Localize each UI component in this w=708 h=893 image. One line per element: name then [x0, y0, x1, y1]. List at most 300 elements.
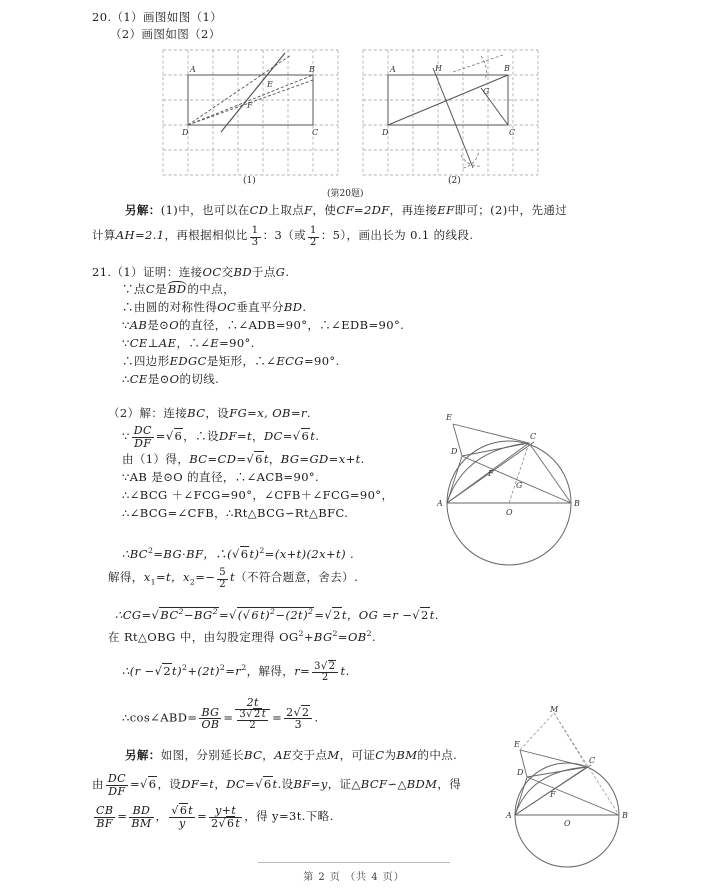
p2l7-tail: （不符合题意，舍去）.	[235, 570, 359, 584]
p2-intro-c: .	[306, 406, 311, 420]
figure-20-1	[163, 50, 338, 175]
sqrt-2-e-val: 2	[253, 708, 261, 720]
problem-20-number: 20.	[92, 10, 112, 24]
p2l7-num: 5	[219, 567, 227, 578]
sqrt-2-b-val: 2	[420, 607, 429, 622]
p21-alt-m: M	[327, 748, 340, 762]
label-f: F	[247, 101, 253, 110]
p2l6-a: ∴BC	[122, 546, 148, 561]
sqrt-6-a: √6	[165, 428, 183, 443]
circle1-label-b: B	[574, 499, 580, 508]
step5-m1: EDGC	[169, 354, 207, 368]
dashed-oc-cb	[509, 443, 571, 503]
p21-part2-line-2	[122, 452, 365, 467]
p2l10-e: ，解得，	[246, 663, 295, 678]
sqrt-2-d-val: 2	[328, 660, 336, 672]
problem-21-part1-intro	[92, 265, 289, 280]
circle2-label-d: D	[517, 768, 524, 777]
p21-bd: BD	[233, 265, 252, 279]
p2l10-t: t.	[340, 663, 350, 678]
p2l6-sup2: 2	[259, 546, 265, 555]
problem-20-number-line	[92, 10, 222, 25]
chords	[515, 750, 619, 815]
sqrt-6-b: √6	[292, 428, 310, 443]
p2l2-t: t	[263, 452, 269, 466]
figure-21-circle-2	[492, 705, 652, 885]
p21-step-3	[122, 318, 404, 333]
step4-sym: ∵	[122, 336, 130, 350]
p2l11-eq1: =	[223, 710, 234, 725]
p21alt-by: 由	[92, 776, 104, 791]
p21-intro-b: 交	[221, 265, 234, 279]
frac-bg-ob	[199, 707, 221, 731]
alt-sqrt-6-a: √6	[140, 776, 157, 791]
alt-f1-den: BF	[94, 817, 115, 830]
problem-20-line-2: （2）画图如图（2）	[110, 27, 221, 41]
circle2-label-e: E	[514, 740, 520, 749]
sqrt-6-d-val: 6	[240, 546, 249, 561]
figure-20-2	[363, 50, 538, 175]
label-d: D	[182, 128, 189, 137]
p2l1-dc: DC=	[263, 428, 293, 443]
alt-sqrt6b-val: 6	[263, 776, 272, 791]
alt-sim: ∽△	[387, 776, 407, 791]
footer-rule	[258, 862, 450, 863]
figure-20-group-caption: (第20题)	[327, 189, 364, 199]
circle2-label-f: F	[550, 790, 556, 799]
step2-m2: BD	[283, 300, 303, 314]
alt-seg-ef: EF	[437, 203, 455, 217]
p2l2-a: 由（1）得，	[122, 452, 190, 466]
p21-alt-mid: 交于点	[291, 748, 328, 762]
p2l7-x1: x	[143, 570, 151, 584]
p21-alt-ae: AE	[274, 748, 292, 762]
p2l8-r2-minus: −(2t)	[275, 607, 308, 622]
sqrt-2-d: √2	[320, 660, 336, 672]
sqrt-2-f: √2	[293, 705, 310, 719]
step2-tail: .	[302, 300, 307, 314]
p2l1-df: DF=t	[218, 428, 253, 443]
label-b: B	[504, 64, 510, 73]
step2-m1: OC	[217, 300, 237, 314]
p2-fg: FG=x, OB=r	[229, 406, 307, 420]
circle2-label-c: C	[589, 756, 596, 765]
alt-f3-num-t: t	[188, 804, 194, 817]
alt-df: DF=t	[181, 776, 215, 791]
p2l8-rad-minus: −BG	[183, 607, 213, 622]
circle1-label-d: D	[451, 447, 458, 456]
p2l1-tail: ，∴设	[183, 428, 219, 443]
alt-bf: BF=y	[293, 776, 328, 791]
p21-part2-line-3: ∵AB 是⊙O 的直径，∴∠ACB=90°.	[122, 470, 320, 484]
circle1-label-a: A	[437, 499, 443, 508]
p21-step-2	[122, 300, 306, 315]
p2l9-sup3: 2	[366, 629, 373, 638]
p2-intro-b: ，设	[205, 406, 230, 420]
alt-line2-c: ，画出长为 0.1 的线段.	[346, 228, 474, 242]
ratio-one-third	[250, 226, 261, 248]
p2l10-r: r=	[294, 663, 311, 678]
construction-dashed	[188, 55, 313, 125]
p2l8-r2-sup2: 2	[307, 607, 314, 616]
p21-g: G	[275, 265, 286, 279]
circle2-label-a: A	[506, 811, 512, 820]
alt-text-c: ，使	[312, 203, 337, 217]
p21-part2-line-10	[122, 660, 350, 684]
p21-intro-c: 于点	[251, 265, 276, 279]
step4-m2: E	[210, 336, 220, 350]
circle2-label-b: B	[622, 811, 628, 820]
sqrt-6-c: √6	[246, 452, 263, 466]
p2l8-r2-sup: 2	[270, 607, 276, 616]
inner-sqrt6: √6	[242, 607, 260, 622]
p2l6-b: =BG·BF，∴(	[153, 546, 233, 561]
p2l1-comma: ，	[252, 428, 264, 443]
ratio2-tail: ：5）	[320, 228, 347, 242]
ratio1-den: 3	[251, 236, 259, 248]
alt-point-f: F	[304, 203, 313, 217]
p2l11-f1-den: OB	[201, 718, 220, 732]
p21-alt-solution-line-2	[92, 773, 461, 797]
dashed-extensions	[520, 713, 619, 815]
p21-part2-line-4: ∴∠BCG ＋∠FCG=90°，∠CFB＋∠FCG=90°，	[122, 488, 394, 502]
step5-m2: ECG	[276, 354, 304, 368]
p21-part2-line-8	[115, 604, 439, 623]
p2l8-og-t: t.	[429, 607, 439, 622]
p2l7-eq2: =−	[195, 570, 216, 584]
p2l1-t: t	[310, 428, 316, 443]
alt-c3: ，证△	[327, 776, 361, 791]
label-a: A	[190, 65, 196, 74]
problem-20-alt-solution-line-1	[125, 203, 567, 218]
alt-sqrt-6-b: √6	[255, 776, 272, 791]
p21-intro: （1）证明：连接	[111, 265, 203, 279]
step1-m1: C	[145, 282, 156, 296]
p2l7-t: t	[230, 570, 236, 584]
alt-text-a: (1)中，也可以在	[160, 203, 250, 217]
alt-eq-cf: CF=2DF	[336, 203, 390, 217]
step3-sym: ∵	[122, 318, 130, 332]
alt-comma: ，设	[157, 776, 182, 791]
p2l10-d: =r	[225, 663, 242, 678]
figure-21-circle-1	[424, 398, 599, 578]
sqrt-2-c: √2	[154, 663, 172, 678]
alt-solution-label: 另解：	[125, 203, 161, 217]
p2l1-eq: =	[155, 428, 166, 443]
line-through-h	[433, 68, 473, 168]
sqrt-2-a: √2	[324, 607, 341, 622]
sqrt-expanded: $√(√6t)^2-(2t)^2$	[229, 607, 314, 622]
alt-f4-den-t: t	[235, 816, 241, 830]
sqrt-6-c-val: 6	[255, 452, 263, 466]
p21-alt-solution-line-3	[92, 805, 334, 829]
step5-tail: =90°.	[303, 354, 340, 368]
alt-eq2: =	[197, 808, 208, 823]
p2l10-sup3: 2	[241, 663, 247, 672]
p2l7-sub2: 2	[189, 577, 196, 587]
p2l11-f2-den-t: t	[261, 708, 267, 720]
ratio1-tail: ：3	[262, 228, 283, 242]
alt-l3-tail: ，得 y=3t.下略.	[244, 808, 334, 823]
alt-f2-den: BM	[131, 816, 152, 830]
p21-step-1	[122, 282, 235, 297]
sqrt-2-a-val: 2	[333, 607, 341, 622]
p2l7-x2: x	[182, 570, 190, 584]
circle1-label-o: O	[506, 508, 513, 517]
step4-m1: CE⊥AE	[129, 336, 177, 350]
p2l11-f3-num-a: 2	[286, 705, 294, 719]
problem-21-number: 21.	[92, 265, 112, 279]
step1-sym: ∵	[122, 282, 134, 296]
p2l11-f3-den: 3	[284, 718, 312, 731]
alt-text-e: 即可；(2)中，先通过	[454, 203, 568, 217]
p2l9-sup: 2	[298, 629, 304, 638]
alt-seg-cd: CD	[249, 203, 269, 217]
p2l1-sym: ∵	[122, 428, 130, 443]
step1-mid: 是	[155, 282, 167, 296]
p2l9-d: .	[372, 629, 377, 644]
step1-post: 的中点，	[187, 282, 236, 296]
alt-f3-den: y	[169, 817, 195, 830]
step4-mid: ，∴∠	[176, 336, 211, 350]
p2-intro: （2）解：连接	[108, 406, 188, 420]
alt-f-num: DC	[107, 772, 126, 785]
label-g: G	[483, 87, 490, 96]
construction-dashed	[453, 55, 503, 168]
ratio2-den: 2	[310, 236, 317, 248]
p21-intro-d: .	[285, 265, 290, 279]
alt-sqrt-6-c: √6	[171, 804, 188, 817]
p2l8-res: =	[314, 607, 325, 622]
circle2-label-m: M	[550, 705, 559, 714]
p21-oc: OC	[202, 265, 222, 279]
sqrt-6-b-val: 6	[301, 428, 310, 443]
label-d: D	[382, 128, 389, 137]
alt-frac-cb-bf	[94, 805, 115, 829]
sqrt-2-e: √2	[246, 708, 261, 720]
sqrt-2-c-val: 2	[163, 663, 172, 678]
step6-tail: 的切线.	[179, 372, 220, 386]
alt-text-b: 上取点	[268, 203, 305, 217]
sqrt-2-b: √2	[412, 607, 429, 622]
step2-sym: ∴	[122, 300, 134, 314]
p21-part2-line-11	[122, 697, 318, 732]
p21-step-5	[122, 354, 340, 369]
alt-get: ，得	[437, 776, 462, 791]
problem-20-alt-solution-line-2	[92, 226, 473, 248]
p2l7-sub1: 1	[150, 577, 156, 587]
alt-set: .设	[277, 776, 294, 791]
step6-mid: 是⊙	[147, 372, 170, 386]
sqrt-bc2-bg2: $√BC^2-BG^2$	[151, 607, 218, 622]
label-b: B	[309, 65, 315, 74]
step1-arc-bd: BD	[167, 282, 187, 296]
step5-mid: 是矩形，∴∠	[206, 354, 277, 368]
alt-f4-num: y+t	[215, 804, 237, 817]
p2l11-f2-den-b: 2	[237, 720, 268, 732]
p21-alt-label: 另解：	[125, 748, 161, 762]
frac-dc-df	[132, 425, 154, 449]
p21-alt-c: C	[375, 748, 385, 762]
p2l11-end: .	[314, 710, 319, 725]
step6-sym: ∴	[122, 372, 130, 386]
label-h: H	[435, 64, 442, 73]
circle1-label-e: E	[446, 413, 452, 422]
p2l8-a: ∴CG=	[115, 607, 152, 622]
alt-text-d: ，再连接	[389, 203, 438, 217]
label-e: E	[267, 80, 273, 89]
p2l8-r2-in: (	[237, 607, 243, 622]
sqrt-6-a-val: 6	[174, 428, 183, 443]
frac-2t-over-3sqrt2t-2	[235, 697, 270, 732]
alt-sqrt6a-val: 6	[148, 776, 157, 791]
p21-alt-tail: ，可证	[339, 748, 376, 762]
p21-alt-bm: BM	[396, 748, 418, 762]
circle1-label-g: G	[516, 481, 523, 490]
alt-tri2: BDM	[406, 776, 438, 791]
step3-mid: 是⊙	[147, 318, 170, 332]
alt-paren-open: （或	[282, 228, 306, 242]
p2l8-rad-sup2: 2	[212, 607, 218, 616]
p2l10-num-a: 3	[314, 660, 321, 672]
p21-part2-line-6	[122, 543, 354, 562]
p2l11-f2-den-a: 3	[239, 708, 247, 720]
step2-pre: 由圆的对称性得	[133, 300, 218, 314]
circle1-label-c: C	[530, 432, 537, 441]
nested-frac	[237, 710, 268, 732]
step6-m1: CE	[129, 372, 148, 386]
p2l7-eq1: =t，	[155, 570, 183, 584]
chords	[447, 424, 571, 503]
p2l11-eq2: =	[272, 710, 283, 725]
p2l8-og: OG =r −	[358, 607, 413, 622]
p21-alt-tail3: 的中点.	[417, 748, 458, 762]
alt-sqrt6c-val: 6	[179, 804, 188, 817]
p2l8-r2-t: t)	[260, 607, 271, 622]
p2-bc: BC	[187, 406, 206, 420]
alt-line2-b: ，再根据相似比	[164, 228, 248, 242]
step1-pre: 点	[133, 282, 146, 296]
sqrt-6-d: √6	[232, 546, 249, 561]
p21-part2-intro	[108, 406, 311, 421]
label-a: A	[390, 65, 396, 74]
p2l11-f2-num: 2t	[246, 696, 259, 709]
ratio-one-half	[308, 226, 319, 248]
step3-tail: 的直径，∴∠ADB=90°，∴∠EDB=90°.	[179, 318, 405, 332]
p21-step-4	[122, 336, 255, 351]
p21-alt-comma: ，	[262, 748, 275, 762]
alt-f1-num: CB	[96, 804, 114, 817]
p2l1-end: .	[315, 428, 320, 443]
alt-dc: DC=	[226, 776, 256, 791]
page-footer: 第 2 页 （共 4 页）	[303, 872, 405, 883]
p21-part2-line-5: ∴∠BCG=∠CFB，∴Rt△BCG∽Rt△BFC.	[122, 506, 349, 520]
label-c: C	[509, 128, 516, 137]
p2l8-rad-in: BC	[160, 607, 179, 622]
p2l9-sup2: 2	[332, 629, 338, 638]
frac-3sqrt2-over-2	[312, 662, 338, 684]
p2l11-f1-num: BG	[201, 705, 220, 719]
circle1-label-f: F	[488, 469, 494, 478]
p2l2-end: .	[360, 452, 365, 466]
ratio2-num: 1	[310, 225, 317, 236]
alt-f4-den-a: 2	[211, 816, 219, 830]
step4-tail: =90°.	[219, 336, 255, 350]
sqrt-2-f-val: 2	[302, 705, 310, 719]
p21-part2-line-9	[108, 626, 376, 645]
p21-part2-line-1	[122, 425, 319, 449]
frac-five-halves	[217, 568, 228, 590]
p2l10-c: +(2t)	[187, 663, 220, 678]
p21-alt-tail2: 为	[384, 748, 397, 762]
alt-frac-ypt-2sqrt6t	[209, 805, 242, 829]
step5-pre: 四边形	[133, 354, 170, 368]
alt-frac-sqrt6t-y	[169, 805, 195, 829]
alt-t: t	[272, 776, 278, 791]
problem-20-line-1: （1）画图如图（1）	[111, 10, 223, 24]
p2l8-r2-r: 6	[251, 607, 260, 622]
alt-sqrt6d-val: 6	[226, 816, 235, 830]
step5-sym: ∴	[122, 354, 134, 368]
alt-c2: ，	[214, 776, 227, 791]
p2l7-a: 解得，	[108, 570, 144, 584]
p21-step-6	[122, 372, 219, 387]
p2l6-d: =(x+t)(2x+t) .	[264, 546, 355, 561]
p2l8-eq: =	[218, 607, 230, 622]
alt-tri1: BCF	[360, 776, 388, 791]
frac-dc-num: DC	[133, 424, 152, 437]
circle2-label-o: O	[564, 819, 571, 828]
p2l10-sup: 2	[181, 663, 188, 672]
frac-2sqrt2-over-3	[284, 707, 312, 731]
p2l10-b: t)	[172, 663, 182, 678]
alt-frac-dc-df	[106, 773, 128, 797]
step3-m1: AB	[129, 318, 148, 332]
p2l6-sup: 2	[147, 546, 154, 555]
step3-m2: O	[169, 318, 180, 332]
p2l8-rad-sup: 2	[178, 607, 184, 616]
figure-20-1-caption: (1)	[243, 176, 256, 186]
alt-f-den: DF	[106, 785, 128, 798]
p21-alt-bc: BC	[244, 748, 263, 762]
label-c: C	[312, 128, 319, 137]
p2l6-c: t)	[249, 546, 260, 561]
alt-line2-a: 计算	[92, 228, 116, 242]
figure-20-2-caption: (2)	[448, 176, 461, 186]
p21-alt-l1: 如图，分别延长	[160, 748, 245, 762]
step2-mid: 垂直平分	[236, 300, 284, 314]
p2l2-bg: BG=GD=x+t	[280, 452, 361, 466]
p2l10-sup2: 2	[219, 663, 226, 672]
frac-df-den: DF	[132, 437, 154, 450]
alt-l3-comma: ，	[155, 808, 168, 823]
alt-sqrt-6-d: √6	[218, 816, 235, 830]
alt-f2-num: BD	[132, 804, 151, 817]
p21-alt-solution-line-1	[125, 748, 457, 763]
p2l11-a: ∴cos∠ABD=	[122, 710, 198, 725]
ratio1-num: 1	[251, 225, 259, 236]
p2l9-a: 在 Rt△OBG 中，由勾股定理得 OG	[108, 629, 299, 644]
line-through-e-f	[221, 53, 285, 132]
p2l7-den: 2	[219, 578, 227, 590]
alt-eq: =	[129, 776, 140, 791]
alt-frac-bd-bm	[129, 805, 153, 829]
p2l10-a: ∴(r −	[122, 663, 155, 678]
alt-ah-value: AH=2.1	[115, 228, 165, 242]
p21-part2-line-7	[108, 568, 358, 590]
p2l9-c: =OB	[337, 629, 367, 644]
p2l8-res-t: t，	[341, 607, 359, 622]
